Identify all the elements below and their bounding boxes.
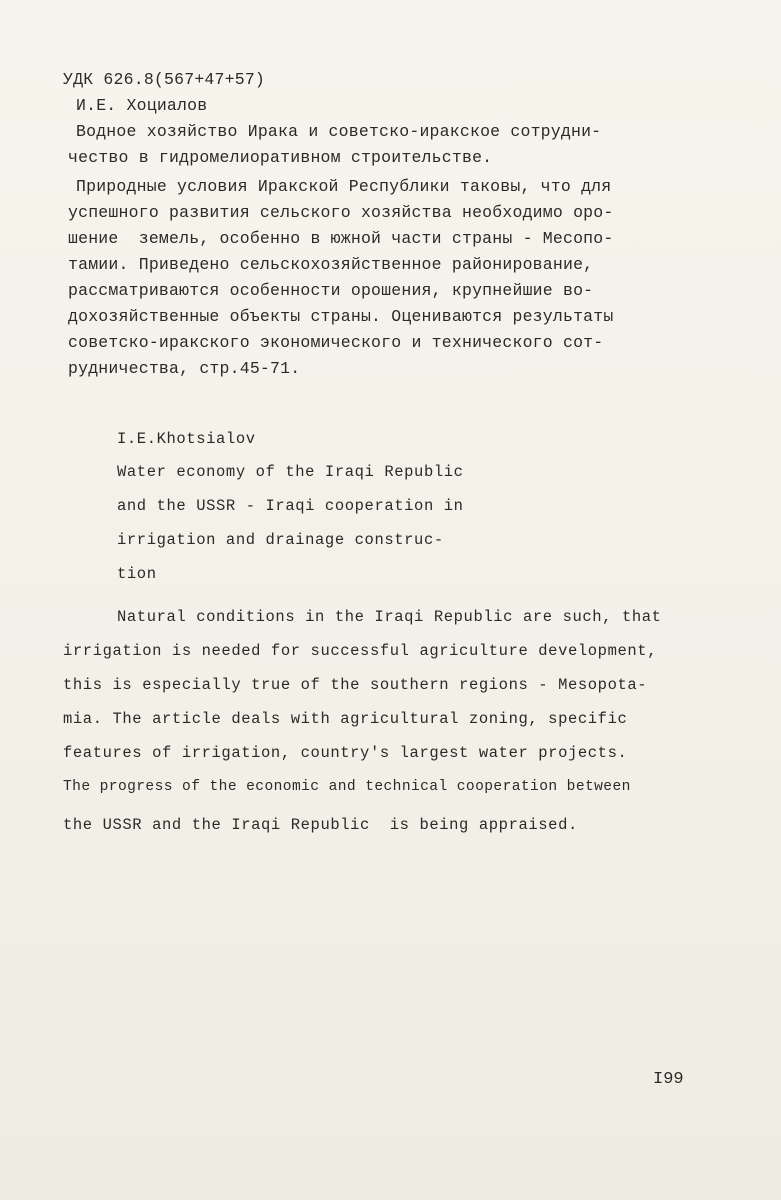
english-author: I.E.Khotsialov: [117, 430, 256, 448]
english-title-line: and the USSR - Iraqi cooperation in: [117, 497, 464, 515]
english-abstract-line: Natural conditions in the Iraqi Republic are such, that: [117, 608, 662, 626]
russian-abstract-line: Природные условия Иракской Республики таковы, что для: [76, 177, 612, 196]
russian-abstract-line: дохозяйственные объекты страны. Оцениваются результаты: [68, 307, 614, 326]
russian-abstract-line: шение земель, особенно в южной части страны - Месопо-: [68, 229, 614, 248]
russian-title-line: чество в гидромелиоративном строительстве.: [68, 148, 493, 167]
russian-abstract-line: рудничества, стр.45-71.: [68, 359, 301, 378]
udc-code: УДК 626.8(567+47+57): [63, 70, 266, 89]
english-abstract-line: The progress of the economic and technical cooperation between: [63, 779, 631, 795]
english-abstract-line: mia. The article deals with agricultural zoning, specific: [63, 710, 628, 728]
english-abstract-line: this is especially true of the southern regions - Mesopota-: [63, 676, 648, 694]
english-abstract-line: features of irrigation, country's largest water projects.: [63, 744, 628, 762]
russian-abstract-line: советско-иракского экономического и технического сот-: [68, 333, 604, 352]
russian-title-line: Водное хозяйство Ирака и советско-иракское сотрудни-: [76, 122, 602, 141]
page-number: I99: [653, 1070, 684, 1089]
english-title-line: tion: [117, 565, 157, 583]
english-title-line: irrigation and drainage construc-: [117, 531, 444, 549]
russian-abstract-line: рассматриваются особенности орошения, крупнейшие во-: [68, 281, 594, 300]
english-abstract-line: irrigation is needed for successful agriculture development,: [63, 642, 658, 660]
russian-abstract-line: успешного развития сельского хозяйства необходимо оро-: [68, 203, 614, 222]
russian-abstract-line: тамии. Приведено сельскохозяйственное районирование,: [68, 255, 594, 274]
english-abstract-line: the USSR and the Iraqi Republic is being appraised.: [63, 816, 578, 834]
russian-author: И.Е. Хоциалов: [76, 96, 208, 115]
english-title-line: Water economy of the Iraqi Republic: [117, 463, 464, 481]
